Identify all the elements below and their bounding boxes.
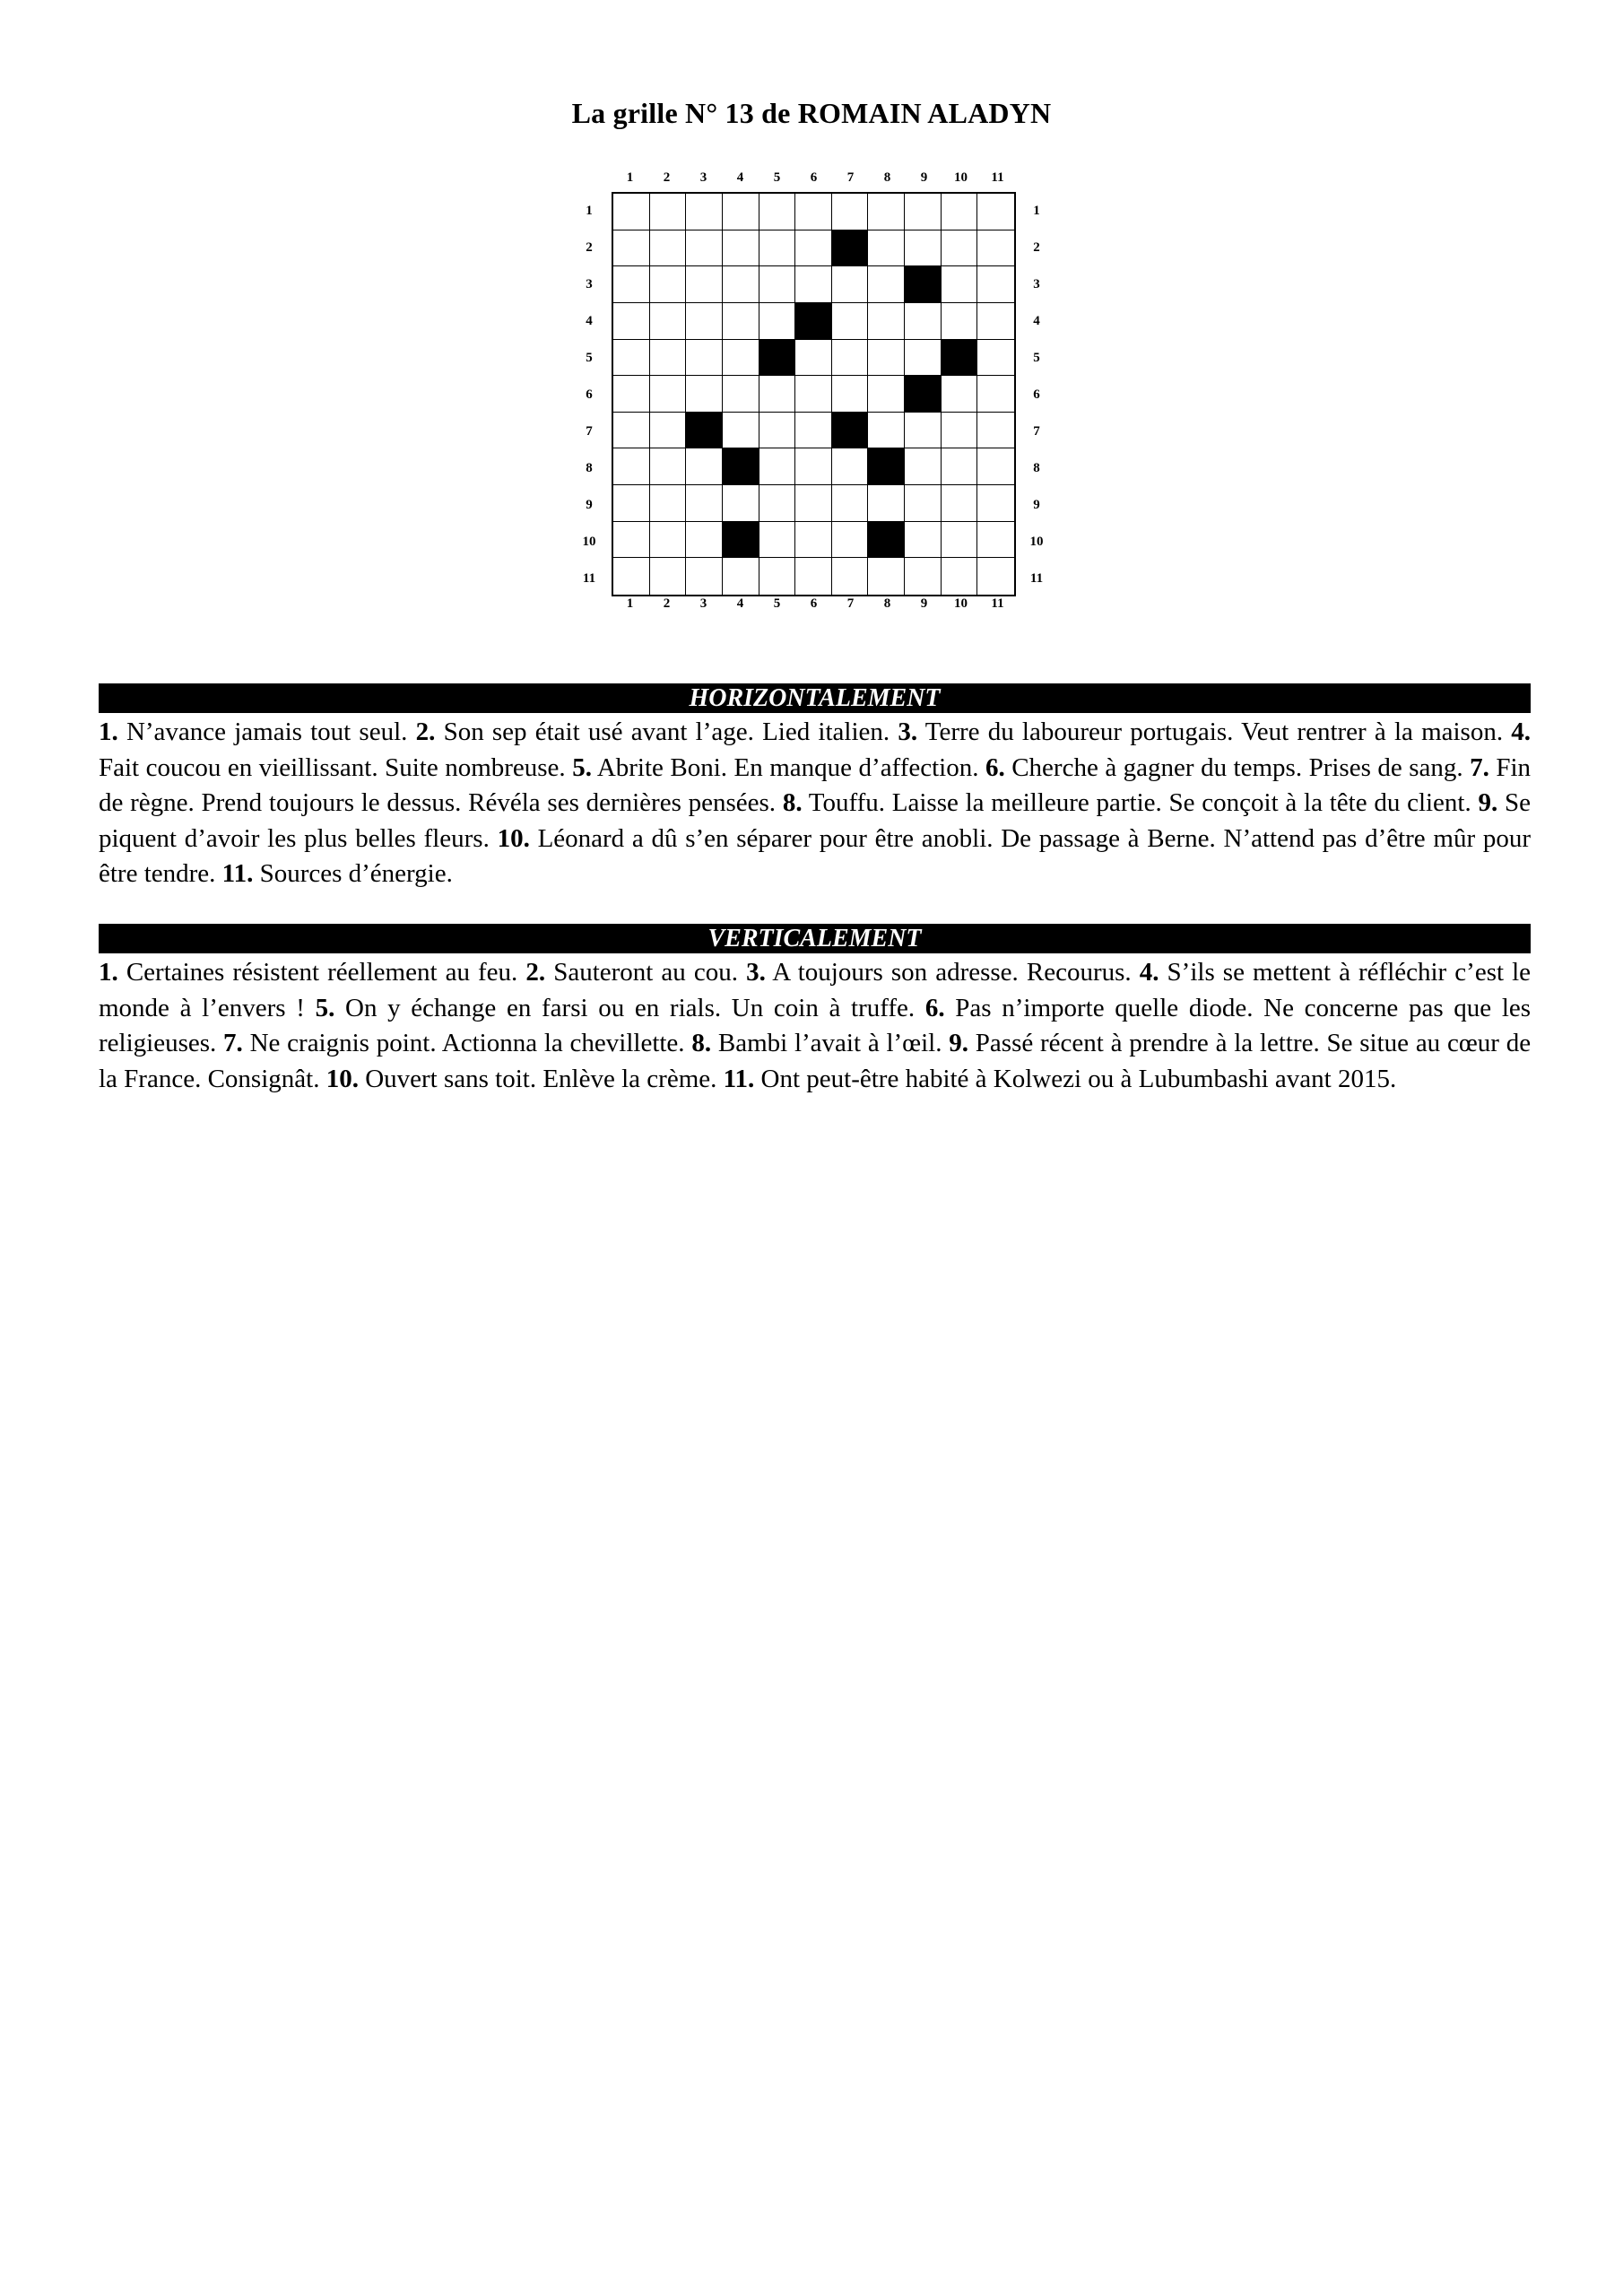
grid-cell[interactable] xyxy=(942,230,978,267)
grid-cell[interactable] xyxy=(723,558,759,595)
grid-cell[interactable] xyxy=(977,522,1014,559)
grid-cell[interactable] xyxy=(613,376,650,413)
grid-cell[interactable] xyxy=(613,266,650,303)
clue-number: 4. xyxy=(1511,718,1532,746)
black-cell xyxy=(686,413,723,449)
grid-cell[interactable] xyxy=(795,194,832,230)
grid-cell[interactable] xyxy=(868,413,905,449)
grid-cell[interactable] xyxy=(686,266,723,303)
grid-cell[interactable] xyxy=(686,522,723,559)
grid-cell[interactable] xyxy=(759,448,796,485)
grid-cell[interactable] xyxy=(942,266,978,303)
column-number-bottom: 6 xyxy=(810,596,818,611)
clue-text: Son sep était usé avant l’age. Lied italien. xyxy=(443,718,890,746)
row-number-left: 7 xyxy=(586,423,593,439)
column-number-bottom: 9 xyxy=(920,596,928,611)
clue-text: Ne craignis point. Actionna la chevillette. xyxy=(249,1029,685,1057)
column-number-top: 7 xyxy=(846,170,855,185)
page-title: La grille N° 13 de ROMAIN ALADYN xyxy=(571,97,1052,129)
black-cell xyxy=(832,230,869,267)
grid-cell[interactable] xyxy=(795,448,832,485)
clue-text: Certaines résistent réellement au feu. xyxy=(126,958,518,987)
grid-cell[interactable] xyxy=(759,266,796,303)
grid-cell[interactable] xyxy=(759,413,796,449)
grid-cell[interactable] xyxy=(723,376,759,413)
grid-cell[interactable] xyxy=(832,485,869,522)
grid-cell[interactable] xyxy=(613,558,650,595)
horizontal-clues xyxy=(99,715,1531,892)
grid-cell[interactable] xyxy=(977,376,1014,413)
clue-number: 7. xyxy=(1470,752,1489,782)
grid-cell[interactable] xyxy=(905,558,942,595)
grid-cell[interactable] xyxy=(759,558,796,595)
grid-cell[interactable] xyxy=(795,230,832,267)
clue-number: 7. xyxy=(223,1029,243,1057)
grid-cell[interactable] xyxy=(650,230,687,267)
grid-cell[interactable] xyxy=(650,340,687,377)
horizontal-heading: HORIZONTALEMENT xyxy=(99,683,1531,713)
grid-cell[interactable] xyxy=(686,485,723,522)
clue-number: 11. xyxy=(221,859,254,888)
clue-number: 10. xyxy=(497,823,530,853)
clue-text: Abrite Boni. En manque d’affection. xyxy=(596,752,979,782)
clue-text: S’ils se mettent à réfléchir c’est le monde à l’envers ! xyxy=(99,958,1532,1022)
row-number-right: 3 xyxy=(1033,276,1040,291)
grid-cell[interactable] xyxy=(832,376,869,413)
grid-cell[interactable] xyxy=(977,448,1014,485)
clue-number: 9. xyxy=(1478,788,1498,817)
grid-cell[interactable] xyxy=(759,485,796,522)
black-cell xyxy=(795,303,832,340)
grid-cell[interactable] xyxy=(650,522,687,559)
grid-cell[interactable] xyxy=(795,376,832,413)
grid-cell[interactable] xyxy=(686,558,723,595)
clue-text: Sauteront au cou. xyxy=(553,958,738,987)
grid-cell[interactable] xyxy=(942,448,978,485)
grid-cell[interactable] xyxy=(942,558,978,595)
column-number-top: 11 xyxy=(991,170,1004,185)
grid-cell[interactable] xyxy=(613,230,650,267)
grid-cell[interactable] xyxy=(977,558,1014,595)
column-number-top: 1 xyxy=(626,170,634,185)
clue-text: Fait coucou en vieillissant. Suite nombreuse. xyxy=(99,752,566,782)
grid-cell[interactable] xyxy=(977,266,1014,303)
grid-cell[interactable] xyxy=(795,340,832,377)
grid-cell[interactable] xyxy=(613,522,650,559)
grid-cell[interactable] xyxy=(795,558,832,595)
grid-cell[interactable] xyxy=(977,303,1014,340)
vertical-heading: VERTICALEMENT xyxy=(99,924,1531,953)
grid-cell[interactable] xyxy=(977,413,1014,449)
column-number-top: 5 xyxy=(773,170,781,185)
row-number-left: 9 xyxy=(586,497,593,512)
clue-text: Ouvert sans toit. Enlève la crème. xyxy=(365,1064,717,1093)
row-number-right: 4 xyxy=(1033,313,1040,328)
grid-cell[interactable] xyxy=(905,448,942,485)
clue-number: 1. xyxy=(99,958,118,987)
grid-cell[interactable] xyxy=(686,448,723,485)
clue-number: 8. xyxy=(782,788,803,817)
grid-cell[interactable] xyxy=(723,413,759,449)
column-number-top: 10 xyxy=(954,170,968,185)
row-number-left: 3 xyxy=(586,276,593,291)
black-cell xyxy=(942,340,978,377)
black-cell xyxy=(905,376,942,413)
grid-cell[interactable] xyxy=(942,303,978,340)
grid-cell[interactable] xyxy=(650,303,687,340)
row-number-right: 5 xyxy=(1033,350,1040,365)
grid-cell[interactable] xyxy=(832,194,869,230)
column-number-bottom: 11 xyxy=(991,596,1004,611)
column-number-bottom: 5 xyxy=(773,596,781,611)
grid-cell[interactable] xyxy=(795,485,832,522)
column-number-bottom: 3 xyxy=(699,596,707,611)
clue-number: 1. xyxy=(99,718,118,746)
grid-cell[interactable] xyxy=(832,522,869,559)
row-number-right: 6 xyxy=(1033,387,1040,402)
grid-cell[interactable] xyxy=(942,413,978,449)
clue-text: Pas n’importe quelle diode. Ne concerne pas que les religieuses. xyxy=(99,993,1532,1057)
clue-text: Ont peut-être habité à Kolwezi ou à Lubumbashi avant 2015. xyxy=(760,1064,1397,1093)
clue-text: N’avance jamais tout seul. xyxy=(126,718,408,746)
clue-text: Léonard a dû s’en séparer pour être anobli. De passage à Berne. N’attend pas d’être mûr pour être tendre. xyxy=(99,823,1532,888)
column-number-top: 9 xyxy=(920,170,928,185)
grid-cell[interactable] xyxy=(905,303,942,340)
grid-cell[interactable] xyxy=(759,376,796,413)
row-number-right: 10 xyxy=(1029,534,1044,549)
grid-cell[interactable] xyxy=(868,485,905,522)
grid-cell[interactable] xyxy=(868,558,905,595)
black-cell xyxy=(723,448,759,485)
grid-cell[interactable] xyxy=(905,485,942,522)
grid-cell[interactable] xyxy=(723,230,759,267)
grid-cell[interactable] xyxy=(868,340,905,377)
clue-text: Cherche à gagner du temps. Prises de sang. xyxy=(1011,752,1463,782)
grid-cell[interactable] xyxy=(905,230,942,267)
grid-cell[interactable] xyxy=(977,230,1014,267)
clue-number: 3. xyxy=(746,958,766,987)
black-cell xyxy=(905,266,942,303)
grid-cell[interactable] xyxy=(832,448,869,485)
clue-number: 5. xyxy=(315,993,335,1022)
grid-cell[interactable] xyxy=(905,194,942,230)
column-number-top: 3 xyxy=(699,170,707,185)
clue-number: 8. xyxy=(691,1029,712,1057)
grid-cell[interactable] xyxy=(868,230,905,267)
row-number-left: 8 xyxy=(586,460,593,475)
grid-cell[interactable] xyxy=(723,303,759,340)
black-cell xyxy=(868,522,905,559)
grid-cell[interactable] xyxy=(868,303,905,340)
clue-number: 2. xyxy=(415,718,436,746)
row-number-left: 5 xyxy=(586,350,593,365)
grid-cell[interactable] xyxy=(759,522,796,559)
clue-text: On y échange en farsi ou en rials. Un coin à truffe. xyxy=(345,993,916,1022)
clue-text: Passé récent à prendre à la lettre. Se situe au cœur de la France. Consignât. xyxy=(99,1029,1532,1093)
clue-text: Bambi l’avait à l’œil. xyxy=(717,1029,942,1057)
black-cell xyxy=(832,413,869,449)
clue-number: 3. xyxy=(898,718,918,746)
row-number-right: 9 xyxy=(1033,497,1040,512)
grid-cell[interactable] xyxy=(905,522,942,559)
row-number-right: 2 xyxy=(1033,239,1040,255)
clue-number: 5. xyxy=(572,752,592,782)
clue-text: Fin de règne. Prend toujours le dessus. Révéla ses dernières pensées. xyxy=(99,752,1532,817)
column-number-top: 2 xyxy=(663,170,671,185)
clue-number: 4. xyxy=(1139,958,1159,987)
grid-cell[interactable] xyxy=(613,448,650,485)
grid-cell[interactable] xyxy=(723,485,759,522)
grid-cell[interactable] xyxy=(832,340,869,377)
grid-cell[interactable] xyxy=(942,194,978,230)
clue-text: Touffu. Laisse la meilleure partie. Se conçoit à la tête du client. xyxy=(808,788,1471,817)
grid-cell[interactable] xyxy=(942,485,978,522)
grid-cell[interactable] xyxy=(977,340,1014,377)
column-number-bottom: 10 xyxy=(954,596,968,611)
grid-cell[interactable] xyxy=(832,266,869,303)
grid-cell[interactable] xyxy=(613,485,650,522)
column-number-bottom: 2 xyxy=(663,596,671,611)
clue-number: 11. xyxy=(723,1064,755,1093)
grid-cell[interactable] xyxy=(905,413,942,449)
grid-cell[interactable] xyxy=(613,413,650,449)
column-number-top: 4 xyxy=(736,170,744,185)
grid-cell[interactable] xyxy=(686,340,723,377)
grid-cell[interactable] xyxy=(686,230,723,267)
grid-cell[interactable] xyxy=(759,230,796,267)
grid-cell[interactable] xyxy=(905,340,942,377)
black-cell xyxy=(759,340,796,377)
grid-cell[interactable] xyxy=(686,376,723,413)
grid-cell[interactable] xyxy=(759,194,796,230)
grid-cell[interactable] xyxy=(723,266,759,303)
row-number-left: 2 xyxy=(586,239,593,255)
row-number-left: 11 xyxy=(582,570,596,586)
grid-cell[interactable] xyxy=(759,303,796,340)
grid-cell[interactable] xyxy=(650,266,687,303)
grid-cell[interactable] xyxy=(650,194,687,230)
grid-cell[interactable] xyxy=(832,303,869,340)
grid-cell[interactable] xyxy=(723,194,759,230)
clue-number: 6. xyxy=(985,752,1005,782)
grid-cell[interactable] xyxy=(868,376,905,413)
black-cell xyxy=(868,448,905,485)
column-number-bottom: 4 xyxy=(736,596,744,611)
clue-text: Sources d’énergie. xyxy=(259,859,453,888)
grid-cell[interactable] xyxy=(613,194,650,230)
grid-cell[interactable] xyxy=(942,376,978,413)
grid-cell[interactable] xyxy=(650,413,687,449)
grid-cell[interactable] xyxy=(613,303,650,340)
grid-cell[interactable] xyxy=(977,485,1014,522)
column-number-top: 8 xyxy=(883,170,891,185)
grid-cell[interactable] xyxy=(686,194,723,230)
grid-cell[interactable] xyxy=(795,522,832,559)
grid-cell[interactable] xyxy=(613,340,650,377)
row-number-right: 1 xyxy=(1033,203,1040,218)
clue-number: 2. xyxy=(525,958,546,987)
row-number-left: 6 xyxy=(586,387,593,402)
row-number-right: 7 xyxy=(1033,423,1040,439)
clue-text: Se piquent d’avoir les plus belles fleurs. xyxy=(99,788,1531,853)
row-number-left: 10 xyxy=(582,534,596,549)
grid-cell[interactable] xyxy=(977,194,1014,230)
grid-cell[interactable] xyxy=(686,303,723,340)
grid-cell[interactable] xyxy=(832,558,869,595)
clue-text: A toujours son adresse. Recourus. xyxy=(772,958,1132,987)
row-number-left: 4 xyxy=(586,313,593,328)
grid-cell[interactable] xyxy=(650,558,687,595)
grid-cell[interactable] xyxy=(868,194,905,230)
column-number-top: 6 xyxy=(810,170,818,185)
grid-cell[interactable] xyxy=(650,448,687,485)
grid-cell[interactable] xyxy=(868,266,905,303)
vertical-clues xyxy=(99,955,1531,1097)
clue-number: 10. xyxy=(325,1064,359,1093)
clue-number: 9. xyxy=(949,1029,969,1057)
grid-cell[interactable] xyxy=(723,340,759,377)
black-cell xyxy=(723,522,759,559)
grid-cell[interactable] xyxy=(650,376,687,413)
grid-cell[interactable] xyxy=(795,413,832,449)
grid-cell[interactable] xyxy=(650,485,687,522)
clue-text: Terre du laboureur portugais. Veut rentrer à la maison. xyxy=(924,718,1504,746)
grid-cell[interactable] xyxy=(795,266,832,303)
column-number-bottom: 7 xyxy=(846,596,855,611)
column-number-bottom: 8 xyxy=(883,596,891,611)
column-number-bottom: 1 xyxy=(626,596,634,611)
row-number-right: 8 xyxy=(1033,460,1040,475)
clue-number: 6. xyxy=(924,993,945,1022)
grid-cell[interactable] xyxy=(942,522,978,559)
crossword-grid xyxy=(612,192,1016,596)
row-number-right: 11 xyxy=(1029,570,1044,586)
row-number-left: 1 xyxy=(586,203,593,218)
